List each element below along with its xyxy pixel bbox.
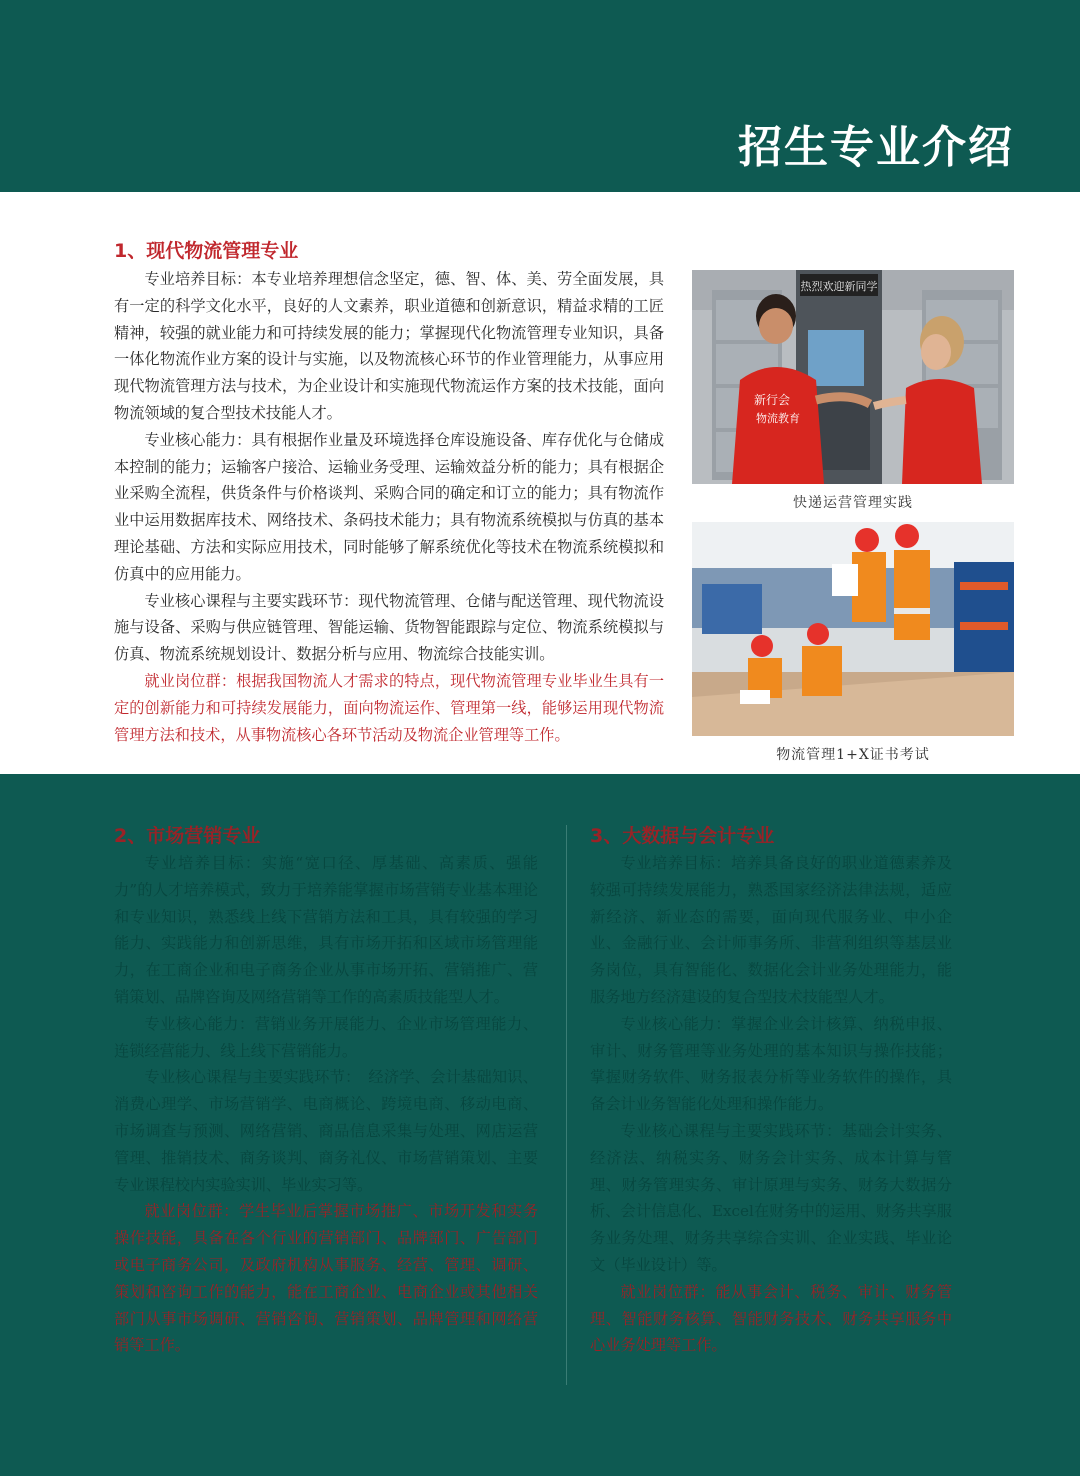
section-1-goal: 专业培养目标：本专业培养理想信念坚定，德、智、体、美、劳全面发展，具有一定的科学文化水平，良好的人文素养，职业道德和创新意识，精益求精的工匠精神，较强的就业能力和可持续发展的能力；掌握现代化物流管理专业知识，具备一体化物流作业方案的设计与实施，以及物流核心环节的作业管理能力，从事应用现代物流管理方法与技术，为企业设计和实施现代物流运作方案的技术技能，面向物流领域的复合型技术技能人才。	[114, 270, 664, 422]
section-1-title: 1、现代物流管理专业	[114, 240, 299, 262]
express-locker-illustration	[692, 270, 1014, 484]
section-1-body	[114, 266, 664, 748]
section-1-employment: 就业岗位群：根据我国物流人才需求的特点，现代物流管理专业毕业生具有一定的创新能力和可持续发展能力，面向物流运作、管理第一线，能够运用现代物流管理方法和技术，从事物流核心各环节活动及物流企业管理等工作。	[114, 671, 664, 744]
section-2-employment: 就业岗位群：学生毕业后掌握市场推广、市场开发和实务操作技能，具备在各个行业的营销部门、品牌部门、广告部门或电子商务公司，及政府机构从事服务、经营、管理、调研、策划和咨询工作的能力，能在工商企业、电商企业或其他相关部门从事市场调研、营销咨询、营销策划、品牌管理和网络营销等工作。	[114, 1202, 538, 1355]
photo-express-operation	[692, 270, 1014, 484]
welcome-sign: 热烈欢迎新同学	[800, 280, 878, 293]
section-3-core-ability: 专业核心能力：掌握企业会计核算、纳税申报、审计、财务管理等业务处理的基本知识与操作技能；掌握财务软件、财务报表分析等业务软件的操作，具备会计业务智能化处理和操作能力。	[590, 1014, 952, 1114]
section-2-title: 2、市场营销专业	[114, 825, 261, 847]
photo-2-caption: 物流管理1+X证书考试	[776, 747, 930, 763]
section-2-core-courses: 专业核心课程与主要实践环节： 经济学、会计基础知识、消费心理学、市场营销学、电商概论、跨境电商、移动电商、市场调查与预测、网络营销、商品信息采集与处理、网店运营管理、推销技术、商务谈判、商务礼仪、市场营销策划、主要专业课程校内实验实训、毕业实习等。	[114, 1068, 538, 1194]
vest-text-2: 物流教育	[756, 412, 800, 425]
section-2-goal: 专业培养目标：实施“宽口径、厚基础、高素质、强能力”的人才培养模式，致力于培养能掌握市场营销专业基本理论和专业知识，熟悉线上线下营销方法和工具，具有较强的学习能力、实践能力和创新思维，具有市场开拓和区域市场管理能力，在工商企业和电子商务企业从事市场开拓、营销推广、营销策划、品牌咨询及网络营销等工作的高素质技能型人才。	[114, 854, 538, 1006]
page-title: 招生专业介绍	[738, 122, 1014, 173]
vest-text-1: 新行会	[754, 393, 791, 407]
section-3-goal: 专业培养目标：培养具备良好的职业道德素养及较强可持续发展能力，熟悉国家经济法律法规，适应新经济、新业态的需要，面向现代服务业、中小企业、金融行业、会计师事务所、非营利组织等基层业务岗位，具有智能化、数据化会计业务处理能力，能服务地方经济建设的复合型技术技能型人才。	[590, 854, 952, 1006]
section-3-title: 3、大数据与会计专业	[590, 825, 775, 847]
section-1-core-courses: 专业核心课程与主要实践环节：现代物流管理、仓储与配送管理、现代物流设施与设备、采购与供应链管理、智能运输、货物智能跟踪与定位、物流系统模拟与仿真、物流系统规划设计、数据分析与应用、物流综合技能实训。	[114, 591, 664, 664]
section-3-core-courses: 专业核心课程与主要实践环节：基础会计实务、经济法、纳税实务、财务会计实务、成本计算与管理、财务管理实务、审计原理与实务、财务大数据分析、会计信息化、Excel在财务中的运用、财务共享服务业务处理、财务共享综合实训、企业实践、毕业论文（毕业设计）等。	[590, 1121, 952, 1274]
photo-1-caption: 快递运营管理实践	[793, 495, 913, 511]
section-2-core-ability: 专业核心能力：营销业务开展能力、企业市场管理能力、连锁经营能力、线上线下营销能力。	[114, 1014, 538, 1060]
section-2-body	[114, 850, 538, 1359]
section-1-core-ability: 专业核心能力：具有根据作业量及环境选择仓库设施设备、库存优化与仓储成本控制的能力；运输客户接洽、运输业务受理、运输效益分析的能力；具有根据企业采购全流程，供货条件与价格谈判、采购合同的确定和订立的能力；具有物流作业中运用数据库技术、网络技术、条码技术能力；具有物流系统模拟与仿真的基本理论基础、方法和实际应用技术，同时能够了解系统优化等技术在物流系统模拟和仿真中的应用能力。	[114, 430, 664, 583]
column-divider	[566, 825, 567, 1385]
section-3-employment: 就业岗位群：能从事会计、税务、审计、财务管理、智能财务核算、智能财务技术、财务共享服务中心业务处理等工作。	[590, 1282, 952, 1355]
warehouse-exam-illustration	[692, 522, 1014, 736]
photo-logistics-exam	[692, 522, 1014, 736]
section-3-body	[590, 850, 952, 1359]
